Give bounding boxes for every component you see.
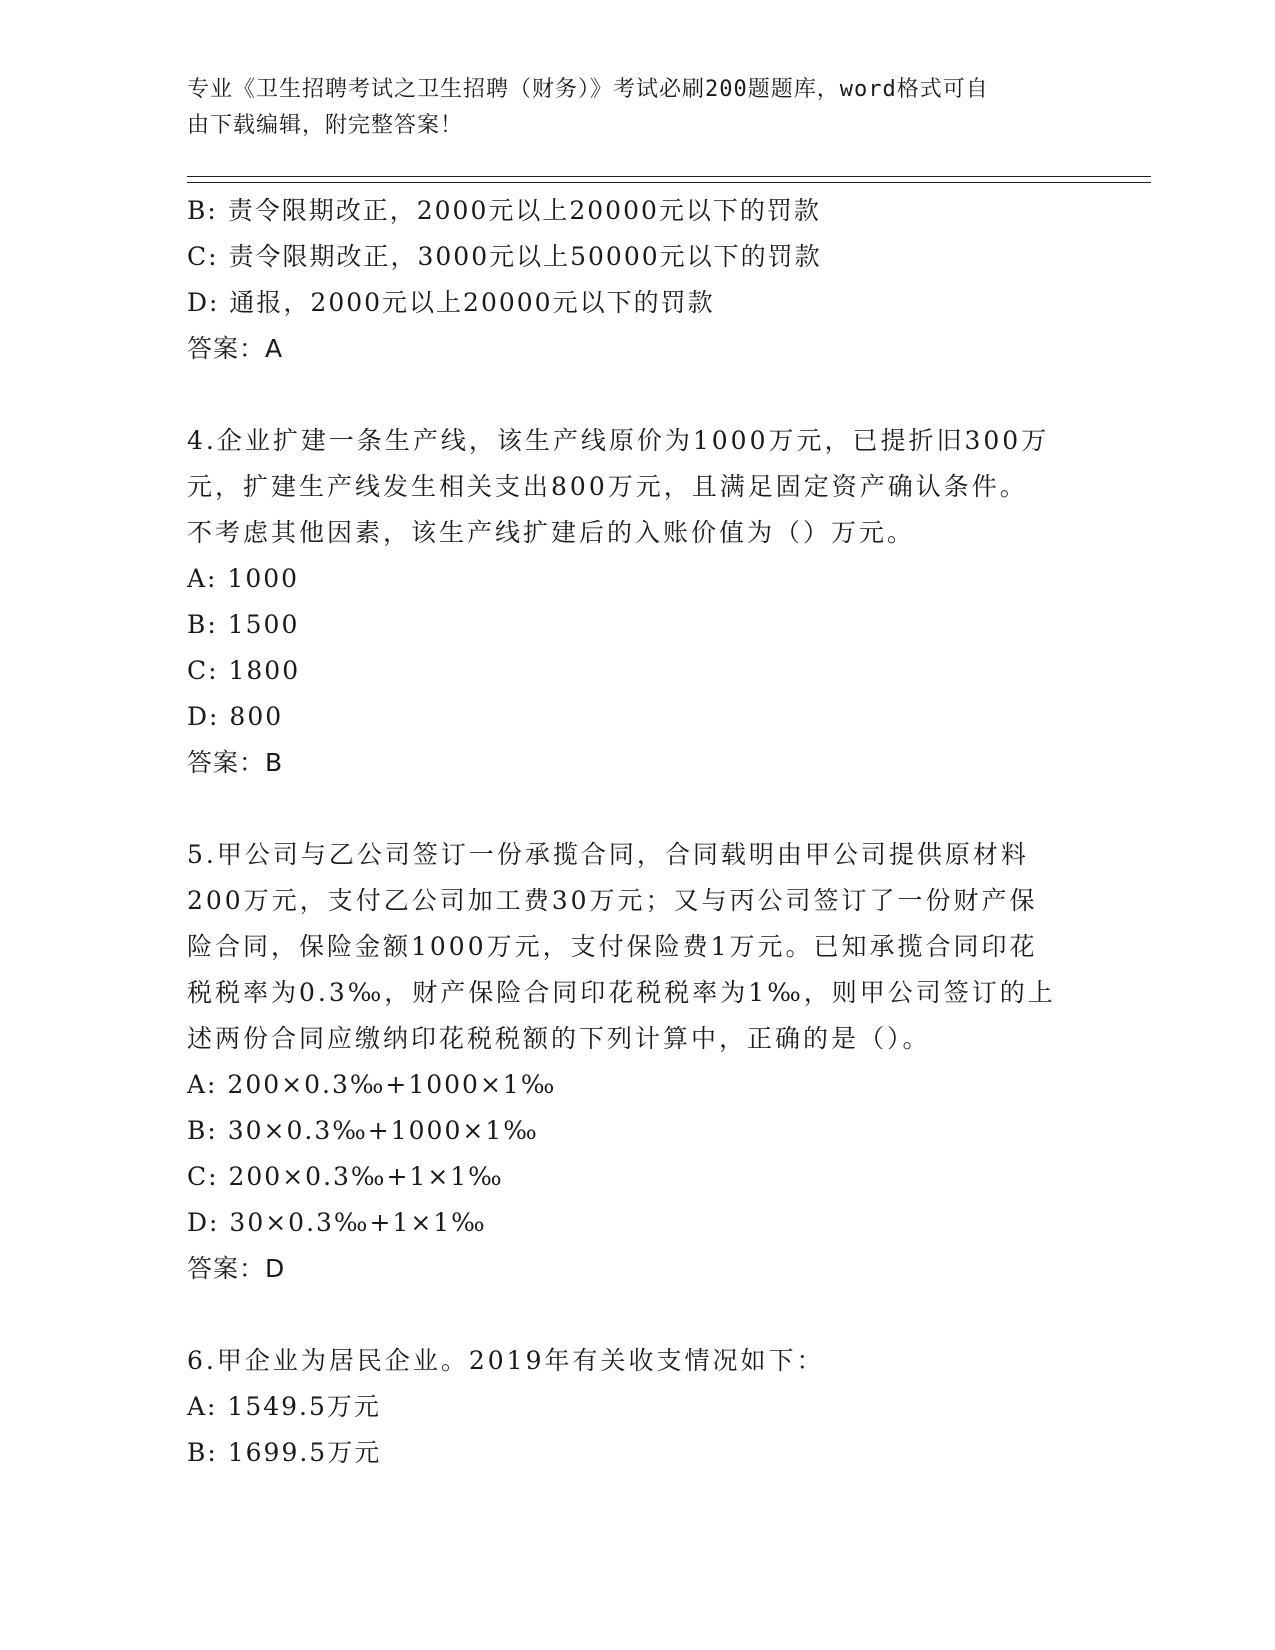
question-4	[187, 418, 1087, 786]
q3-option-c: C: 责令限期改正，3000元以上50000元以下的罚款	[187, 242, 822, 271]
spacer	[187, 372, 1087, 418]
q5-stem-line-4: 税税率为0.3‰，财产保险合同印花税税率为1‰，则甲公司签订的上	[187, 978, 1056, 1007]
q5-option-a: A: 200×0.3‰+1000×1‰	[187, 1070, 557, 1099]
question-5	[187, 832, 1087, 1292]
q3-option-d: D: 通报，2000元以上20000元以下的罚款	[187, 288, 715, 317]
q4-stem-line-1: 4.企业扩建一条生产线，该生产线原价为1000万元，已提折旧300万	[187, 426, 1050, 455]
q5-stem-line-5: 述两份合同应缴纳印花税税额的下列计算中，正确的是（）。	[187, 1024, 931, 1053]
q5-option-b: B: 30×0.3‰+1000×1‰	[187, 1116, 539, 1145]
q5-option-c: C: 200×0.3‰+1×1‰	[187, 1162, 504, 1191]
spacer	[187, 786, 1087, 832]
question-6	[187, 1338, 1087, 1476]
q4-stem-line-3: 不考虑其他因素，该生产线扩建后的入账价值为（）万元。	[187, 518, 916, 547]
document-body	[187, 188, 1087, 1476]
q3-answer: 答案：A	[187, 334, 284, 363]
q3-option-b: B: 责令限期改正，2000元以上20000元以下的罚款	[187, 196, 821, 225]
document-header	[187, 72, 1067, 144]
header-line-1: 专业《卫生招聘考试之卫生招聘（财务）》考试必刷200题题库，word格式可自	[187, 77, 989, 102]
q4-answer: 答案：B	[187, 748, 284, 777]
q6-option-a: A: 1549.5万元	[187, 1392, 381, 1421]
spacer	[187, 1292, 1087, 1338]
q4-option-a: A: 1000	[187, 564, 300, 593]
q5-stem-line-1: 5.甲公司与乙公司签订一份承揽合同，合同载明由甲公司提供原材料	[187, 840, 1029, 869]
q4-option-b: B: 1500	[187, 610, 300, 639]
header-divider-bottom	[187, 182, 1151, 183]
q4-option-d: D: 800	[187, 702, 284, 731]
q5-stem-line-2: 200万元，支付乙公司加工费30万元；又与丙公司签订了一份财产保	[187, 886, 1038, 915]
header-line-2: 由下载编辑，附完整答案！	[187, 113, 464, 138]
q5-answer: 答案：D	[187, 1254, 286, 1283]
q5-option-d: D: 30×0.3‰+1×1‰	[187, 1208, 487, 1237]
header-divider-top	[187, 176, 1151, 177]
q4-stem-line-2: 元，扩建生产线发生相关支出800万元，且满足固定资产确认条件。	[187, 472, 1028, 501]
question-3	[187, 188, 1087, 372]
q6-option-b: B: 1699.5万元	[187, 1438, 382, 1467]
q5-stem-line-3: 险合同，保险金额1000万元，支付保险费1万元。已知承揽合同印花	[187, 932, 1038, 961]
q4-option-c: C: 1800	[187, 656, 301, 685]
q6-stem-line-1: 6.甲企业为居民企业。2019年有关收支情况如下：	[187, 1346, 825, 1375]
